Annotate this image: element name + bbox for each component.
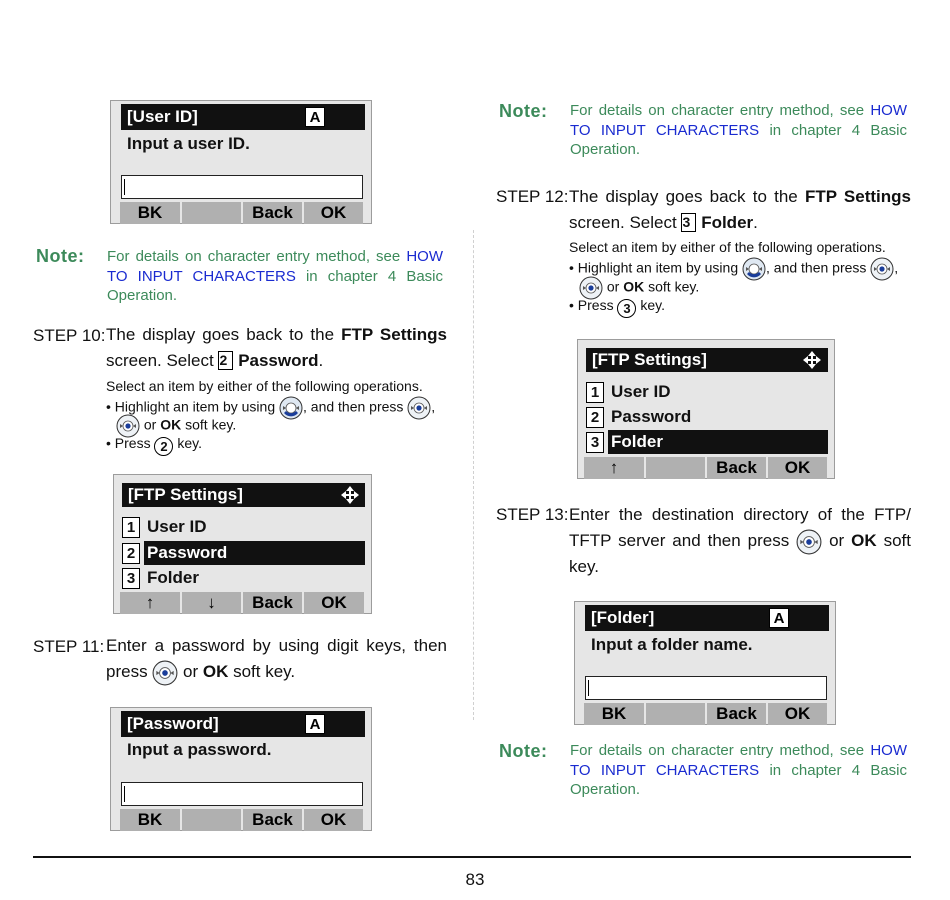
lcd-title: [Folder]	[585, 605, 829, 631]
softkey-back[interactable]: Back	[707, 457, 766, 479]
enter-key-icon	[152, 660, 178, 686]
softkey-ok[interactable]: OK	[768, 703, 827, 725]
note-text: For details on character entry method, see HOW TO INPUT CHARACTERS in chapter 4 Basic Operation.	[107, 248, 443, 304]
four-way-arrow-icon	[802, 350, 822, 370]
softkey-ok[interactable]: OK	[304, 809, 363, 831]
softkey-ok[interactable]: OK	[768, 457, 827, 479]
softkey-down[interactable]: ↓	[182, 592, 241, 614]
softkey-blank	[646, 703, 705, 725]
lcd-prompt: Input a folder name.	[591, 635, 753, 654]
softkey-blank	[182, 809, 241, 831]
four-way-arrow-icon	[340, 485, 360, 505]
enter-key-icon	[796, 529, 822, 555]
step-11-line-1: Enter a password by using digit keys, then	[106, 636, 447, 655]
lcd-screen-user-id	[110, 100, 372, 224]
how-to-input-characters-link[interactable]: HOW TO INPUT CHARACTERS	[107, 248, 443, 285]
cursor-updown-icon	[742, 257, 766, 281]
step-13-line-2: TFTP server and then press or OK soft	[569, 528, 911, 555]
folder-input[interactable]	[585, 676, 827, 700]
ops-highlight-line: • Highlight an item by using , and then press ,	[569, 257, 898, 281]
step-13-line-1: Enter the destination directory of the FTP/	[569, 505, 911, 524]
menu-item-folder[interactable]: 3 Folder	[586, 430, 828, 454]
ops-press-line: • Press 2 key.	[106, 435, 203, 454]
input-mode-badge: A	[769, 608, 789, 628]
ops-intro: Select an item by either of the following operations.	[106, 378, 423, 394]
ops-ok-line: or OK soft key.	[116, 414, 236, 438]
how-to-input-characters-link[interactable]: HOW TO INPUT CHARACTERS	[570, 102, 907, 139]
step-13-label: STEP 13:	[496, 505, 569, 524]
step-10-line-1: The display goes back to the FTP Settings	[106, 325, 447, 344]
enter-key-icon	[870, 257, 894, 281]
lcd-title: [User ID]	[121, 104, 365, 130]
key-2-box: 2	[218, 351, 233, 370]
step-11-label: STEP 11:	[33, 637, 105, 656]
menu-item-password[interactable]: 2 Password	[586, 405, 828, 429]
softkey-bk[interactable]: BK	[120, 202, 180, 224]
step-12-label: STEP 12:	[496, 187, 569, 206]
softkey-blank	[182, 202, 241, 224]
lcd-screen-folder	[574, 601, 836, 725]
column-divider	[473, 230, 474, 720]
note-text: For details on character entry method, see HOW TO INPUT CHARACTERS in chapter 4 Basic Operation.	[570, 742, 908, 798]
step-12-line-1: The display goes back to the FTP Settings	[569, 187, 911, 206]
ops-press-line: • Press 3 key.	[569, 297, 666, 316]
lcd-screen-password	[110, 707, 372, 831]
menu-item-user-id[interactable]: 1 User ID	[586, 380, 828, 404]
lcd-prompt: Input a user ID.	[127, 134, 250, 153]
menu-item-folder[interactable]: 3 Folder	[122, 566, 365, 590]
how-to-input-characters-link[interactable]: HOW TO INPUT CHARACTERS	[570, 742, 907, 779]
lcd-screen-ftp-settings	[113, 474, 372, 614]
lcd-title: [FTP Settings]	[122, 483, 365, 507]
note-label: Note:	[36, 246, 85, 266]
input-mode-badge: A	[305, 107, 325, 127]
step-10-label: STEP 10:	[33, 326, 106, 345]
ops-intro: Select an item by either of the following operations.	[569, 239, 886, 255]
menu-item-user-id[interactable]: 1 User ID	[122, 515, 365, 539]
softkey-up[interactable]: ↑	[120, 592, 180, 614]
softkey-up[interactable]: ↑	[584, 457, 644, 479]
step-11-line-2: press or OK soft key.	[106, 659, 447, 686]
note-label: Note:	[499, 101, 548, 121]
softkey-ok[interactable]: OK	[304, 202, 363, 224]
input-mode-badge: A	[305, 714, 325, 734]
lcd-title: [Password]	[121, 711, 365, 737]
menu-item-password[interactable]: 2 Password	[122, 541, 365, 565]
enter-key-icon	[407, 396, 431, 420]
note-label: Note:	[499, 741, 548, 761]
footer-rule	[33, 856, 911, 858]
softkey-back[interactable]: Back	[243, 202, 302, 224]
softkey-blank	[646, 457, 705, 479]
step-13-line-3: key.	[569, 557, 599, 576]
softkey-bk[interactable]: BK	[584, 703, 644, 725]
note-text: For details on character entry method, see HOW TO INPUT CHARACTERS in chapter 4 Basic Operation.	[570, 102, 908, 158]
cursor-updown-icon	[279, 396, 303, 420]
step-10-line-2: screen. Select 2 Password.	[106, 351, 324, 370]
step-12-line-2: screen. Select 3 Folder.	[569, 213, 758, 232]
lcd-title: [FTP Settings]	[586, 348, 828, 372]
softkey-ok[interactable]: OK	[304, 592, 364, 614]
user-id-input[interactable]	[121, 175, 363, 199]
softkey-bk[interactable]: BK	[120, 809, 180, 831]
softkey-back[interactable]: Back	[243, 592, 302, 614]
lcd-prompt: Input a password.	[127, 740, 272, 759]
page-number: 83	[465, 870, 485, 889]
key-2-circle: 2	[154, 437, 173, 456]
softkey-back[interactable]: Back	[243, 809, 302, 831]
ops-ok-line: or OK soft key.	[579, 276, 699, 300]
lcd-screen-ftp-settings	[577, 339, 835, 479]
password-input[interactable]	[121, 782, 363, 806]
softkey-back[interactable]: Back	[707, 703, 766, 725]
key-3-box: 3	[681, 213, 696, 232]
ops-highlight-line: • Highlight an item by using , and then press ,	[106, 396, 435, 420]
key-3-circle: 3	[617, 299, 636, 318]
